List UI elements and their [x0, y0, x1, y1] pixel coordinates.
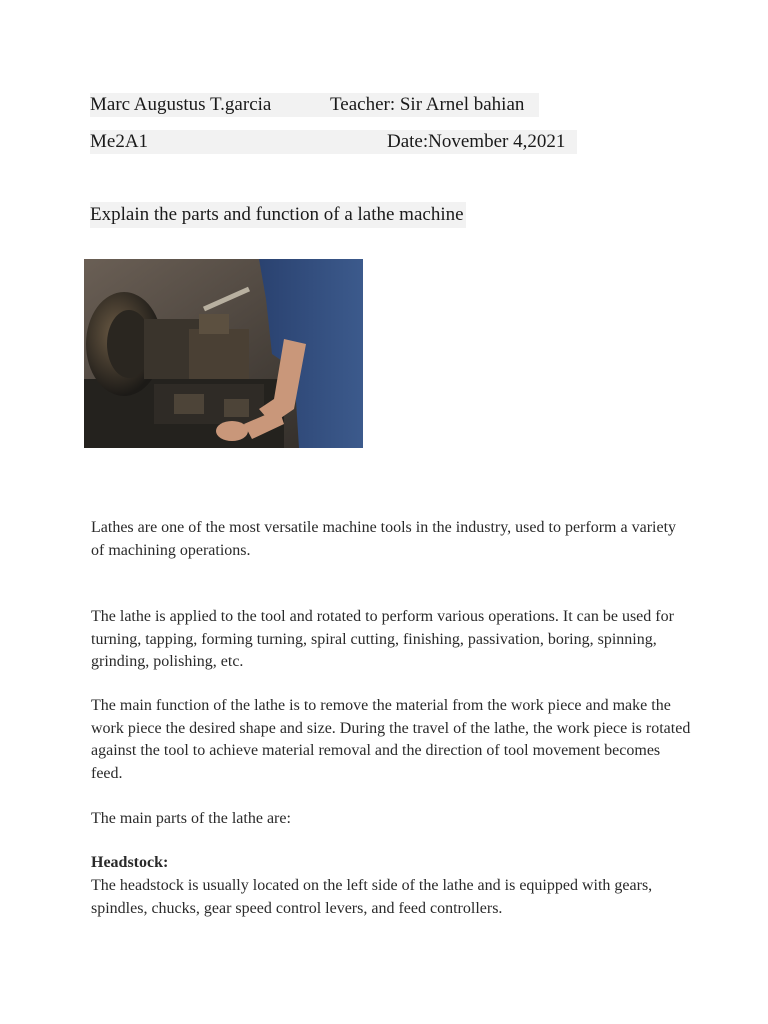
headstock-heading: Headstock: [91, 854, 169, 871]
paragraph-main-function: The main function of the lathe is to remove the material from the work piece and make the work piece the desired shape and size. During the travel of the lathe, the work piece is rotated against the tool to achieve material removal and the direction of tool movement becomes feed. [91, 697, 691, 782]
date-label: Date:November 4,2021 [387, 131, 566, 152]
paragraph-operations: The lathe is applied to the tool and rotated to perform various operations. It can be used for turning, tapping, forming turning, spiral cutting, finishing, passivation, boring, spinning, grinding, polishing, etc. [91, 608, 674, 670]
student-name: Marc Augustus T.garcia [90, 94, 272, 115]
header-row-1 [90, 93, 539, 117]
question-title: Explain the parts and function of a lathe machine [90, 202, 466, 228]
teacher-name: Teacher: Sir Arnel bahian [330, 94, 525, 115]
lathe-photo [84, 259, 363, 448]
paragraph-headstock: The headstock is usually located on the left side of the lathe and is equipped with gears, spindles, chucks, gear speed control levers, and feed controllers. [91, 877, 653, 917]
paragraph-main-parts: The main parts of the lathe are: [91, 810, 291, 827]
section-label: Me2A1 [90, 131, 149, 152]
paragraph-intro: Lathes are one of the most versatile machine tools in the industry, used to perform a variety of machining operations. [91, 519, 677, 559]
lathe-photo-illustration [84, 259, 363, 448]
header-row-2 [90, 130, 577, 154]
